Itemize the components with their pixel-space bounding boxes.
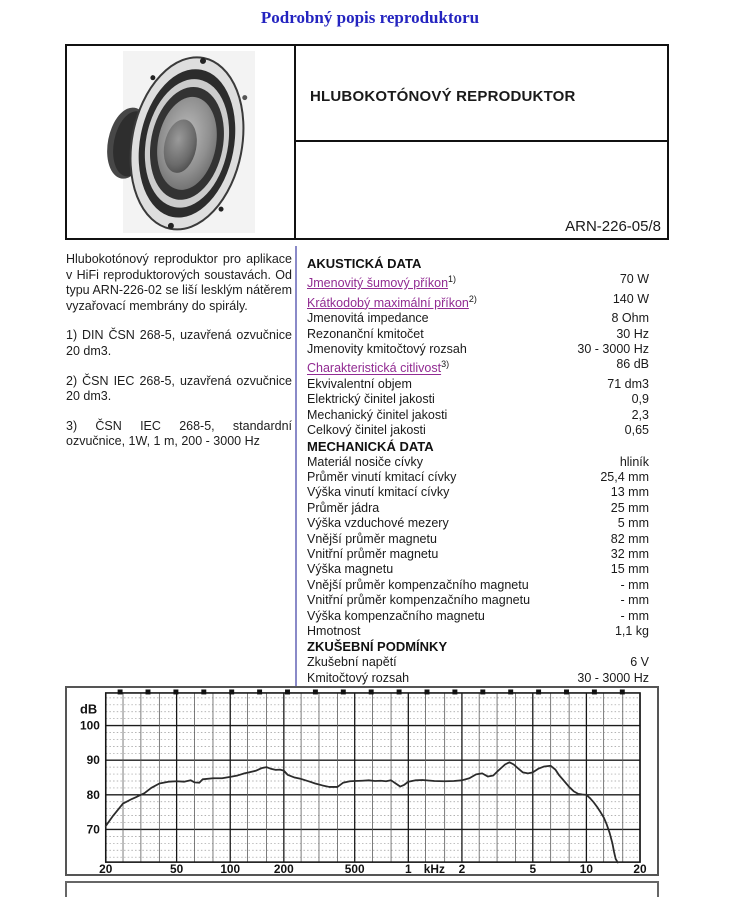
spec-value: 70 W [619, 272, 649, 286]
speaker-photo-icon [105, 51, 257, 233]
description-paragraph: 1) DIN ČSN 268-5, uzavřená ozvučnice 20 dm3. [66, 328, 292, 358]
spec-row [307, 272, 649, 292]
spec-value: 0,65 [624, 423, 649, 438]
header-rule-line [296, 140, 667, 142]
svg-text:10: 10 [579, 862, 594, 874]
spec-value: - mm [620, 577, 649, 592]
svg-text:100: 100 [80, 718, 100, 733]
svg-text:80: 80 [86, 787, 100, 802]
model-number: ARN-226-05/8 [565, 218, 661, 235]
spec-link[interactable]: Jmenovitý šumový příkon [307, 276, 449, 291]
spec-label: Vnější průměr magnetu [307, 531, 437, 546]
spec-value: 6 V [630, 655, 649, 670]
spec-row [307, 609, 649, 624]
spec-section-heading: AKUSTICKÁ DATA [307, 256, 422, 271]
spec-row [307, 624, 649, 639]
description-paragraph: 2) ČSN IEC 268-5, uzavřená ozvučnice 20 dm3. [66, 373, 292, 404]
spec-label: Ekvivalentní objem [307, 376, 412, 391]
spec-row [307, 357, 649, 377]
spec-label: Zkušební napětí [307, 655, 397, 670]
spec-label: Krátkodobý maximální příkon$^{2)}$ [307, 293, 477, 310]
spec-label: Jmenovity kmitočtový rozsah [307, 341, 467, 356]
spec-value: 30 - 3000 Hz [577, 670, 649, 685]
spec-row [307, 292, 649, 312]
spec-label: Charakteristická citlivost$^{3)}$ [307, 359, 450, 376]
spec-value: - mm [620, 608, 649, 623]
spec-value: 30 Hz [616, 326, 649, 341]
spec-row [307, 516, 649, 531]
spec-label: Průměr vinutí kmitací cívky [307, 469, 457, 484]
spec-label: Výška kompenzačního magnetu [307, 608, 485, 623]
spec-label: Vnitřní průměr kompenzačního magnetu [307, 593, 531, 608]
frequency-response-panel [65, 686, 659, 876]
spec-value: hliník [619, 454, 649, 469]
svg-text:2: 2 [458, 862, 466, 874]
spec-section-heading: ZKUŠEBNÍ PODMÍNKY [307, 639, 448, 655]
spec-label: Výška magnetu [307, 562, 394, 577]
spec-label: Elektrický činitel jakosti [307, 392, 435, 407]
spec-row [307, 532, 649, 547]
spec-row [307, 501, 649, 516]
svg-text:1: 1 [405, 862, 412, 874]
spec-row [307, 547, 649, 562]
spec-label: Celkový činitel jakosti [307, 423, 426, 438]
spec-value: 25,4 mm [600, 469, 649, 484]
spec-label: Materiál nosiče cívky [307, 454, 424, 469]
spec-label: Průměr jádra [307, 500, 380, 515]
spec-row [307, 671, 649, 686]
frequency-response-chart [67, 688, 657, 874]
speaker-photo-cell [67, 46, 294, 238]
spec-label: Rezonanční kmitočet [307, 326, 424, 341]
spec-value: 5 mm [617, 516, 649, 531]
spec-value: 2,3 [631, 407, 649, 422]
spec-value: 71 dm3 [607, 376, 649, 391]
svg-text:dB: dB [80, 701, 98, 717]
spec-row [307, 455, 649, 470]
header-divider-line [294, 46, 296, 238]
spec-row [307, 311, 649, 326]
spec-value: 25 mm [610, 500, 649, 515]
continuation-box [65, 881, 659, 897]
description-column [66, 252, 292, 464]
spec-value: 13 mm [610, 485, 649, 500]
svg-text:100: 100 [220, 862, 241, 874]
datasheet-header-box [65, 44, 669, 240]
spec-row [307, 485, 649, 500]
spec-label: Jmenovitý šumový příkon$^{1)}$ [307, 274, 457, 291]
spec-value: 15 mm [610, 562, 649, 577]
spec-row [307, 593, 649, 608]
specs-column [307, 256, 649, 686]
spec-label: Vnější průměr kompenzačního magnetu [307, 577, 529, 592]
column-divider-line [295, 246, 297, 694]
spec-value: 0,9 [631, 392, 649, 407]
spec-section-heading: MECHANICKÁ DATA [307, 438, 434, 454]
spec-link[interactable]: Krátkodobý maximální příkon [307, 295, 469, 310]
spec-row [307, 655, 649, 670]
spec-label: Jmenovitá impedance [307, 311, 429, 326]
page-title: Podrobný popis reproduktoru [260, 8, 480, 27]
product-title: HLUBOKOTÓNOVÝ REPRODUKTOR [310, 88, 576, 105]
spec-link[interactable]: Charakteristická citlivost [307, 361, 442, 376]
spec-value: 86 dB [616, 357, 649, 372]
svg-text:200: 200 [273, 862, 294, 874]
spec-row [307, 327, 649, 342]
spec-value: - mm [620, 593, 649, 608]
svg-text:kHz: kHz [423, 862, 445, 874]
spec-label: Hmotnost [307, 624, 361, 638]
spec-row [307, 377, 649, 392]
spec-value: 140 W [612, 291, 649, 306]
spec-row [307, 562, 649, 577]
spec-row [307, 470, 649, 485]
spec-row [307, 578, 649, 593]
svg-text:70: 70 [86, 822, 100, 837]
svg-text:20: 20 [99, 862, 113, 874]
spec-value: 82 mm [610, 531, 649, 546]
spec-label: Výška vzduchové mezery [307, 516, 449, 531]
spec-row [307, 408, 649, 423]
spec-label: Kmitočtový rozsah [307, 670, 410, 685]
svg-text:90: 90 [86, 753, 100, 768]
svg-text:20: 20 [633, 862, 647, 874]
description-paragraph: Hlubokotónový reproduktor pro aplikace v HiFi reproduktorových soustavách. Od typu ARN-226-02 se liší lesklým nátěrem vyzařovací membrány do spirály. [66, 252, 292, 313]
spec-value: 32 mm [610, 546, 649, 561]
spec-label: Mechanický činitel jakosti [307, 407, 448, 422]
spec-value: 30 - 3000 Hz [577, 341, 649, 356]
description-paragraph: 3) ČSN IEC 268-5, standardní ozvučnice, 1W, 1 m, 200 - 3000 Hz [66, 418, 292, 449]
spec-label: Výška vinutí kmitací cívky [307, 485, 450, 500]
spec-row [307, 392, 649, 407]
spec-value: 1,1 kg [614, 624, 649, 638]
spec-row [307, 342, 649, 357]
spec-value: 8 Ohm [611, 311, 649, 326]
svg-text:500: 500 [344, 862, 365, 874]
svg-text:50: 50 [170, 862, 184, 874]
spec-row [307, 423, 649, 438]
spec-label: Vnitřní průměr magnetu [307, 546, 439, 561]
svg-text:5: 5 [529, 862, 537, 874]
